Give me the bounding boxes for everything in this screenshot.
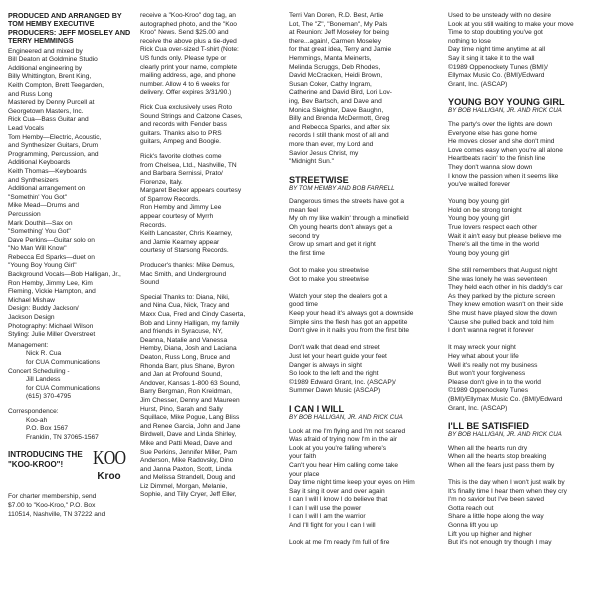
lyrics-young-boy-young-girl: The party's over the lights are down Everyone else has gone home He moves closer and she don't mind Love comes easy when you're all alone Heartbeats racin' to the finish line They don't wanna slow down I know the passion when it seems like you've waited forever Young boy young girl Hold on be strong tonight Young boy young girl True lovers respect each other Wait it ain't easy but please believe me There's all the time in the world Young boy young girl She still remembers that August night She was lonely he was seventeen They held each other in his daddy's car As they parked by the picture screen They knew emotion wasn't on their side She must have played slow the down 'Cause she pulled back and told him I don't wanna regret it forever It may wreck your night Hey what about your life Well it's really not my business But won't your forgiveness Please don't give in to the world ©1989 Oppenockety Tunes (BMI)/Ellymax Music Co. (BMI)/Edward Grant, Inc. (ASCAP) xyxy=(448,120,564,412)
thanks-column xyxy=(140,12,280,506)
lyrics-column-1 xyxy=(289,12,439,548)
song-credit-streetwise: BY TOM HEMBY AND BOB FARRELL xyxy=(289,184,395,192)
song-title-ill-be-satisfied: I'LL BE SATISFIED xyxy=(448,421,529,432)
special-thanks-continued: Terri Van Doren, R.D. Best, Artie Lot, The "Z", "Boneman", My Pals at Reunion: Jeff Moseley for being there...again!, Carmen Moseley for that great idea, Terry and Jamie Hemmings, Manta Meinerts, Melinda Scruggs, Deb Rhodes, David McCracken, Heidi Brown, Susan Coker, Cathy Ingram, Catherine and David Bird, Lori Lov- ing, Bev Bartsch, and Dave and Monica Sleighter, Dave Baughn, Billy and Brenda McDermott, Greg and Rebecca Sparks, and after six records I still thank most of all and more than ever, my Lord and Savior Jesus Christ, my "Midnight Sun." xyxy=(289,12,392,166)
correspondence-address: Koo-ah P.O. Box 1567 Franklin, TN 37065-1567 xyxy=(26,416,99,441)
scheduling-contact: Jill Landess for CUA Communications (615) 370-4795 xyxy=(26,376,101,401)
song-title-young-boy-young-girl: YOUNG BOY YOUNG GIRL xyxy=(448,97,565,108)
song-credit-young-boy-young-girl: BY BOB HALLIGAN, JR. AND RICK CUA xyxy=(448,107,562,115)
equipment-thanks: Rick Cua exclusively uses Roto Sound Strings and Calzone Cases, and records with Fender bass guitars. Thanks also to PRS guitars, Ampeg and Boogie. xyxy=(140,103,243,146)
correspondence-label: Correspondence: xyxy=(8,407,59,415)
production-heading: PRODUCED AND ARRANGED BY TOM HEMBY EXECUTIVE PRODUCERS: JEFF MOSELEY AND TERRY HEMMINGS xyxy=(8,11,131,46)
song-credit-i-can-i-will: BY BOB HALLIGAN, JR. AND RICK CUA xyxy=(289,413,403,421)
song-credit-ill-be-satisfied: BY BOB HALLIGAN, JR. AND RICK CUA xyxy=(448,431,562,439)
koo-kroo-offer: receive a "Koo-Kroo" dog tag, an autographed photo, and the "Koo Kroo" News. Send $25.00 and receive the above plus a tie-dyed Rick Cua over-sized T-shirt (Note: US funds only. Please type or clearly print your name, complete mailing address, age, and phone number. Allow 4 to 6 weeks for delivery. Offer expires 3/31/90.) xyxy=(140,12,239,97)
lyrics-column-2 xyxy=(448,12,594,548)
charter-membership-text: For charter membership, send $7.00 to "Koo-Kroo," P.O. Box 110514, Nashville, TN 37222 and xyxy=(8,493,106,518)
management-label: Management: xyxy=(8,341,49,349)
logo-koo: KOO xyxy=(92,447,126,469)
clothing-and-courtesy: Rick's favorite clothes come from Chelsea, Ltd., Nashville, TN and Barbara Sernissi, Prato/ Fiorenze, Italy. Margaret Becker appears courtesy of Sparrow Records. Ron Hemby and Jimmy Lee appear courtesy of Myrrh Records. Keith Lancaster, Chris Kearney, and Jamie Kearney appear courtesy of Starsong Records. xyxy=(140,152,242,255)
koo-kroo-logo xyxy=(92,435,126,493)
lyrics-ill-be-satisfied: When all the hearts run dry When all the hearts stop breaking When all the fears just pass them by This is the day when I won't just walk by It's finally time I hear them when they cry I'm no savior but I've been saved Gotta reach out Share a little hope along the way Gonna lift you up Lift you up higher and higher But it's not enough try though I may xyxy=(448,444,567,547)
song-title-i-can-i-will: I CAN I WILL xyxy=(289,403,345,414)
koo-kroo-intro: INTRODUCING THE "KOO-KROO"! xyxy=(8,450,83,469)
producer-thanks: Producer's thanks: Mike Demus, Mac Smith, and Underground Sound xyxy=(140,262,235,287)
logo-kroo: Kroo xyxy=(97,471,121,482)
song-title-streetwise: STREETWISE xyxy=(289,174,349,185)
lyrics-streetwise: Dangerous times the streets have got a mean feel My oh my like walkin' through a minefield Oh young hearts don't always get a second try Grow up smart and get it right the first time Got to make you streetwise Got to make you streetwise Watch your step the dealers got a good time Keep your head it's always got a downside Simple sins the flesh has got an appetite Don't give in it nails you from the first bite Don't walk that dead end street Just let your heart guide your feet Danger is always in sight So look to the left and the right ©1989 Edward Grant, Inc. (ASCAP)/ Summer Dawn Music (ASCAP) xyxy=(289,198,414,395)
management-contact: Nick R. Cua for CUA Communications xyxy=(26,350,101,366)
credits-list: Engineered and mixed by Bill Deaton at Goldmine Studio Additional engineering by Billy Whittington, Brent King, Keith Compton, Brett Teegarden, and Russ Long Mastered by Denny Purcell at Georgetown Masters, Inc. Rick Cua—Bass Guitar and Lead Vocals Tom Hemby—Electric, Acoustic, and Synthesizer Guitars, Drum Programming, Percussion, and Additional Keyboards Keith Thomas—Keyboards and Synthesizers Additional arrangement on "Somethin' You Got" Mike Mead—Drums and Percussion Mark Douthit—Sax on "Something' You Got" Dave Perkins—Guitar solo on "No Man Will Know" Rebecca Ed Sparks—duet on "Young Boy Young Girl" Background Vocals—Bob Halligan, Jr., Ron Hemby, Jimmy Lee, Kim Fleming, Vickie Hampton, and Michael Mishaw Design: Buddy Jackson/ Jackson Design Photography: Michael Wilson Styling: Julie Miller Overstreet xyxy=(8,47,121,339)
lyrics-i-can-i-will-continued: Used to be unsteady with no desire Look at you still waiting to make your move Time to stop doubting you've got nothing to lose Day time night time anytime at all Say it sing it take it to the wall ©1989 Oppenockety Tunes (BMI)/ Ellymax Music Co. (BMI)/Edward Grant, Inc. (ASCAP) xyxy=(448,12,574,88)
lyrics-i-can-i-will: Look at me I'm flying and I'm not scared Was afraid of trying now I'm in the air Look at you you're falling where's your faith Can't you hear Him calling come take your place Day time night time keep your eyes on Him Say it sing it over and over again I can I will I know I do believe that I can I will use the power I can I will I am the warrior And I'll fight for you I can I will Look at me I'm ready I'm full of fire xyxy=(289,427,415,547)
special-thanks: Special Thanks to: Diana, Niki, and Nina Cua, Nick, Tracy and Maxx Cua, Fred and Cindy Caserta, Bob and Linny Halligan, my family and friends in Syracuse, NY, Deanna, Natalie and Vanessa Hemby, Diana, Josh and Laciana Deaton, Russ Long, Bruce and Rhonda Barr, plus Shane, Byron and Jan at Profound Sound, Andover, Kansas 1-800 63 Sound, Barry Bergman, Ron Kreidman, Jim Chesser, Denny and Maureen Hurst, Pino, Sarah and Sally Squillace, Mike Pogue, Lang Bliss and Renee Garcia, John and Jane Birdwell, Dave and Linda Shirley, Mike and Patti Mead, Dave and Sue Perkins, Jennifer Miller, Pam Anderson, Mike Radovsky, Dino and Janna Paxton, Scott, Linda and Melissa Strandell, Doug and Liz Dimmel, Morgan, Melanie, Sophie, and Tilly Cryer, Jeff Eller, xyxy=(140,293,246,499)
scheduling-label: Concert Scheduling - xyxy=(8,367,70,375)
